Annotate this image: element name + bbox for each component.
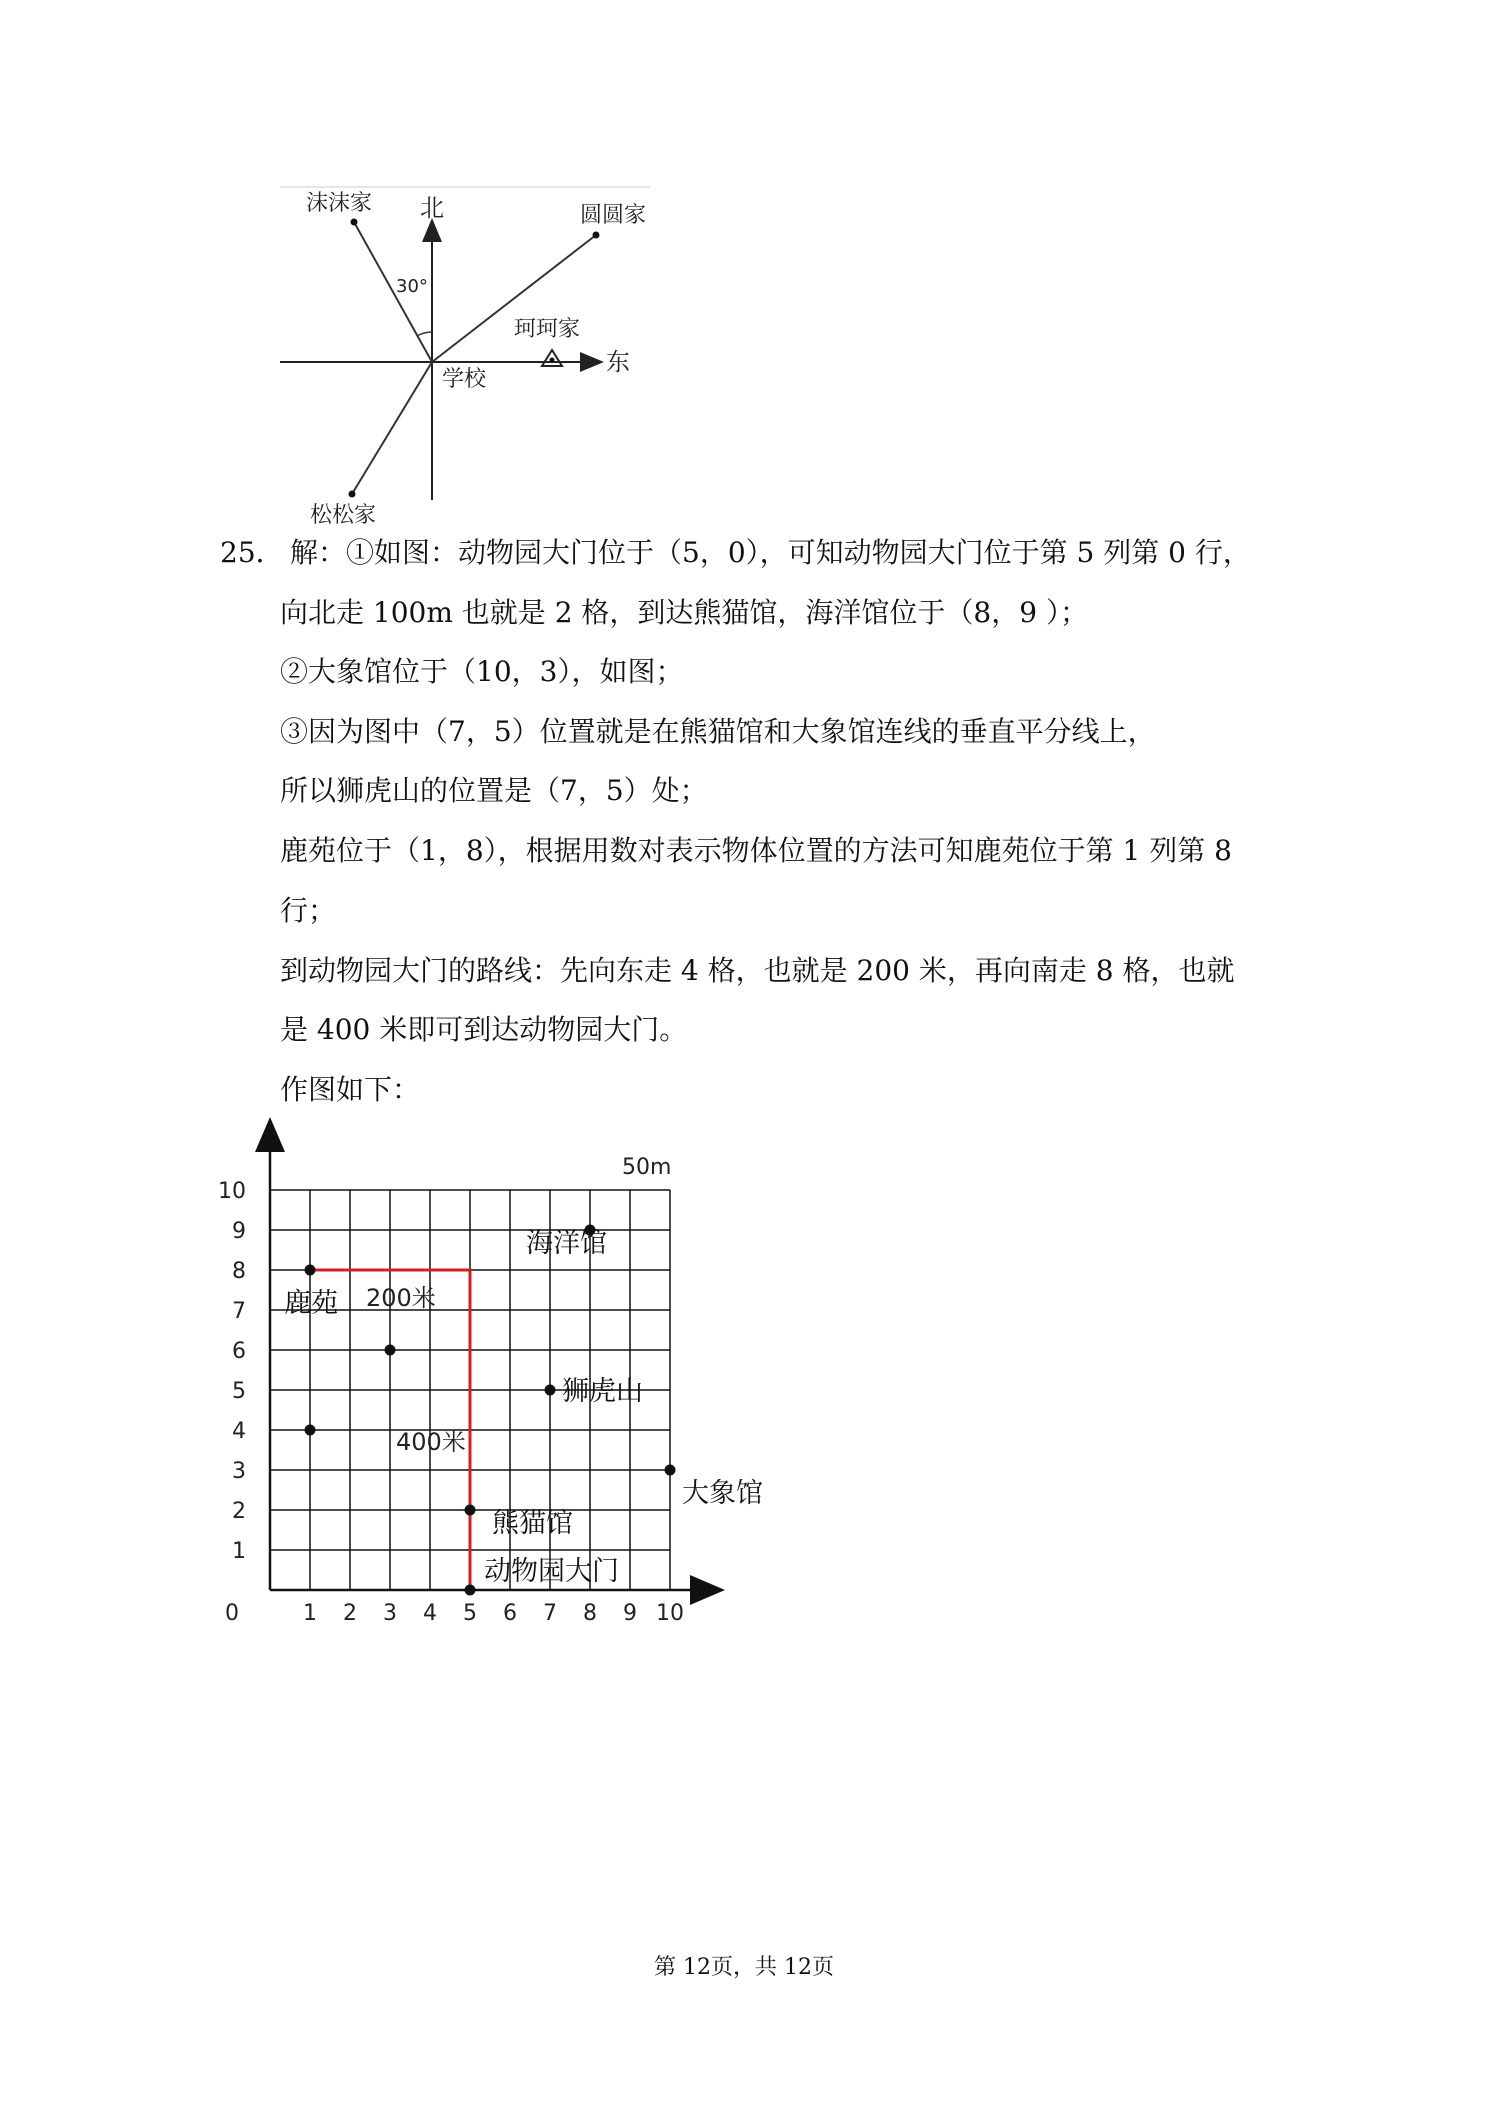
yuanyuan-dot xyxy=(593,232,600,239)
y-tick-label: 9 xyxy=(232,1219,246,1244)
y-tick-label: 7 xyxy=(232,1299,246,1324)
momo-dot xyxy=(351,219,358,226)
y-tick-label: 5 xyxy=(232,1379,246,1404)
y-tick-label: 6 xyxy=(232,1339,246,1364)
answer-line: ②大象馆位于（10，3），如图； xyxy=(280,655,684,688)
y-tick-label: 1 xyxy=(232,1539,246,1564)
songsong-dot xyxy=(349,491,356,498)
answer-line: 是 400 米即可到达动物园大门。 xyxy=(280,1013,688,1046)
point-marker xyxy=(545,1385,556,1396)
angle-arc xyxy=(417,332,432,336)
momo-label: 沫沫家 xyxy=(306,191,373,216)
answer-line: 行； xyxy=(280,894,337,927)
point-marker xyxy=(665,1465,676,1476)
north-label: 北 xyxy=(420,194,444,222)
ray-songsong xyxy=(352,362,432,494)
points xyxy=(305,1225,676,1596)
x-tick-label: 5 xyxy=(463,1601,477,1626)
school-label: 学校 xyxy=(442,367,487,392)
keke-dot xyxy=(550,358,555,363)
ray-yuanyuan xyxy=(432,235,596,362)
ocean-label: 海洋馆 xyxy=(526,1228,607,1259)
grid-figure xyxy=(220,1110,780,1654)
x-tick-label: 2 xyxy=(343,1601,357,1626)
route-south-label: 400米 xyxy=(396,1428,466,1456)
answer-line: 所以狮虎山的位置是（7，5）处； xyxy=(280,774,708,807)
route-east-label: 200米 xyxy=(366,1284,436,1312)
answer-line: ③因为图中（7，5）位置就是在熊猫馆和大象馆连线的垂直平分线上， xyxy=(280,715,1156,748)
x-tick-label: 6 xyxy=(503,1601,517,1626)
x-tick-label: 3 xyxy=(383,1601,397,1626)
east-label: 东 xyxy=(606,348,630,376)
keke-label: 珂珂家 xyxy=(514,317,581,342)
point-marker xyxy=(305,1425,316,1436)
x-tick-label: 8 xyxy=(583,1601,597,1626)
elephant-label: 大象馆 xyxy=(682,1478,763,1509)
answer-number: 25． xyxy=(220,536,284,569)
point-marker xyxy=(385,1345,396,1356)
lion-label: 狮虎山 xyxy=(562,1376,643,1407)
y-tick-label: 3 xyxy=(232,1459,246,1484)
point-marker xyxy=(465,1585,476,1596)
answer-line: 向北走 100m 也就是 2 格，到达熊猫馆，海洋馆位于（8，9 ）； xyxy=(280,596,1088,629)
x-tick-label: 7 xyxy=(543,1601,557,1626)
gate-label: 动物园大门 xyxy=(484,1556,619,1587)
answer-line: 作图如下： xyxy=(280,1073,421,1106)
point-marker xyxy=(305,1265,316,1276)
deer-label: 鹿苑 xyxy=(284,1288,338,1319)
angle-label: 30° xyxy=(396,276,428,297)
scale-label: 50m xyxy=(622,1155,672,1180)
x-tick-label: 4 xyxy=(423,1601,437,1626)
y-tick-label: 2 xyxy=(232,1499,246,1524)
page-footer: 第 12页，共 12页 xyxy=(654,1955,834,1980)
grid-svg xyxy=(220,1110,780,1650)
songsong-label: 松松家 xyxy=(310,503,377,528)
x-tick-label: 9 xyxy=(623,1601,637,1626)
x-tick-label: 0 xyxy=(225,1601,239,1626)
y-tick-label: 8 xyxy=(232,1259,246,1284)
point-marker xyxy=(465,1505,476,1516)
answer-line: 解：①如图：动物园大门位于（5，0），可知动物园大门位于第 5 列第 0 行， xyxy=(290,536,1251,569)
x-tick-label: 10 xyxy=(656,1601,684,1626)
answer-line: 鹿苑位于（1，8），根据用数对表示物体位置的方法可知鹿苑位于第 1 列第 8 xyxy=(280,834,1232,867)
y-tick-label: 10 xyxy=(220,1179,246,1204)
x-tick-label: 1 xyxy=(303,1601,317,1626)
compass-figure xyxy=(270,180,670,544)
yuanyuan-label: 圆圆家 xyxy=(580,203,647,228)
answer-line: 到动物园大门的路线：先向东走 4 格，也就是 200 米，再向南走 8 格，也就 xyxy=(280,954,1235,987)
y-tick-label: 4 xyxy=(232,1419,246,1444)
compass-svg xyxy=(270,180,670,540)
panda-label: 熊猫馆 xyxy=(492,1508,573,1539)
